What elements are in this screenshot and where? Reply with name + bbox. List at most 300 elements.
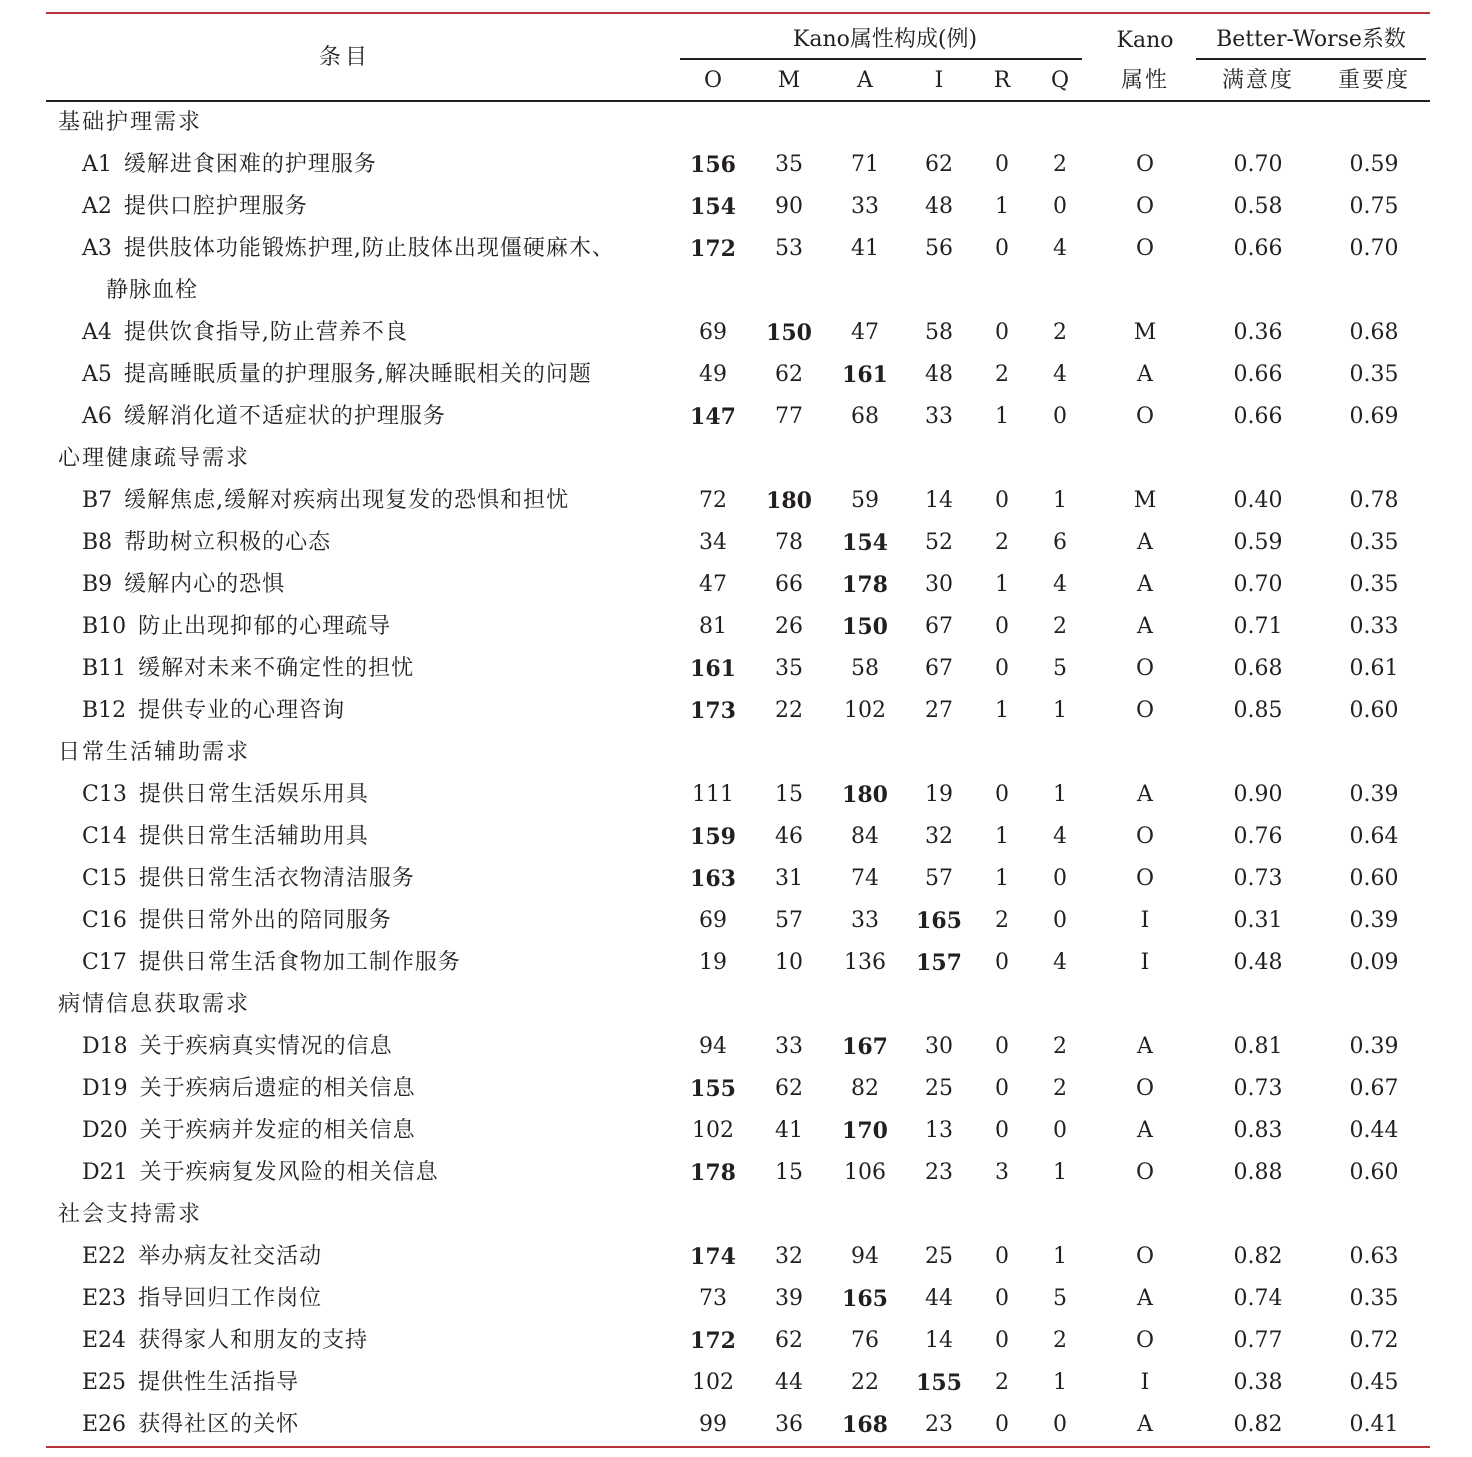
count-r: 0 bbox=[995, 1034, 1009, 1059]
item-cell bbox=[82, 942, 662, 984]
count-r: 0 bbox=[995, 320, 1009, 345]
table-row bbox=[0, 942, 1472, 984]
item-code: A6 bbox=[82, 404, 112, 429]
item-description: 指导回归工作岗位 bbox=[138, 1286, 323, 1311]
item-code: B8 bbox=[82, 530, 113, 555]
item-code: C14 bbox=[82, 824, 127, 849]
count-m: 41 bbox=[775, 1118, 803, 1143]
kano-attribute: A bbox=[1137, 1286, 1153, 1311]
count-r: 2 bbox=[995, 1370, 1009, 1395]
count-o: 72 bbox=[699, 488, 727, 513]
count-o: 102 bbox=[692, 1118, 734, 1143]
kano-attribute: A bbox=[1137, 530, 1153, 555]
kano-attribute: O bbox=[1135, 698, 1155, 723]
count-m: 22 bbox=[775, 698, 803, 723]
item-cell bbox=[82, 1278, 662, 1320]
count-o: 102 bbox=[692, 1370, 734, 1395]
importance-coefficient: 0.63 bbox=[1349, 1244, 1399, 1269]
item-description: 缓解进食困难的护理服务 bbox=[123, 152, 377, 177]
table-row bbox=[0, 1068, 1472, 1110]
count-m: 39 bbox=[775, 1286, 803, 1311]
count-m: 180 bbox=[766, 488, 812, 514]
count-o: 34 bbox=[699, 530, 727, 555]
count-i: 13 bbox=[925, 1118, 953, 1143]
item-code: B12 bbox=[82, 698, 127, 723]
kano-group-underline bbox=[680, 58, 1082, 60]
importance-coefficient: 0.60 bbox=[1349, 866, 1399, 891]
importance-coefficient: 0.61 bbox=[1349, 656, 1399, 681]
item-description: 关于疾病真实情况的信息 bbox=[139, 1034, 393, 1059]
kano-attribute: I bbox=[1140, 908, 1150, 933]
count-m: 77 bbox=[775, 404, 803, 429]
satisfaction-coefficient: 0.48 bbox=[1233, 950, 1283, 975]
item-cell bbox=[82, 1026, 662, 1068]
satisfaction-coefficient: 0.76 bbox=[1233, 824, 1283, 849]
table-row bbox=[0, 1404, 1472, 1446]
table-row bbox=[0, 1362, 1472, 1404]
count-a: 58 bbox=[851, 656, 879, 681]
count-m: 15 bbox=[775, 782, 803, 807]
count-a: 168 bbox=[842, 1412, 888, 1438]
header-col-m: M bbox=[777, 68, 801, 93]
header-kano-attr-bottom: 属性 bbox=[1120, 68, 1169, 93]
item-cell bbox=[82, 522, 662, 564]
satisfaction-coefficient: 0.73 bbox=[1233, 866, 1283, 891]
table-top-rule bbox=[46, 12, 1430, 14]
table-row bbox=[0, 900, 1472, 942]
item-cell bbox=[82, 690, 662, 732]
count-m: 15 bbox=[775, 1160, 803, 1185]
count-i: 57 bbox=[925, 866, 953, 891]
count-o: 69 bbox=[699, 908, 727, 933]
count-q: 2 bbox=[1053, 1034, 1067, 1059]
item-cell bbox=[82, 480, 662, 522]
count-o: 174 bbox=[690, 1244, 736, 1270]
table-row bbox=[0, 690, 1472, 732]
count-q: 0 bbox=[1053, 1412, 1067, 1437]
importance-coefficient: 0.75 bbox=[1349, 194, 1399, 219]
count-q: 4 bbox=[1053, 572, 1067, 597]
count-i: 30 bbox=[925, 1034, 953, 1059]
count-r: 0 bbox=[995, 1286, 1009, 1311]
count-a: 161 bbox=[842, 362, 888, 388]
item-description: 缓解焦虑,缓解对疾病出现复发的恐惧和担忧 bbox=[124, 488, 570, 513]
count-r: 3 bbox=[995, 1160, 1009, 1185]
item-cell bbox=[82, 900, 662, 942]
count-i: 157 bbox=[916, 950, 962, 976]
table-body bbox=[0, 102, 1472, 1446]
count-m: 32 bbox=[775, 1244, 803, 1269]
count-r: 0 bbox=[995, 236, 1009, 261]
category-row bbox=[0, 984, 1472, 1026]
satisfaction-coefficient: 0.77 bbox=[1233, 1328, 1283, 1353]
kano-attribute: O bbox=[1135, 1244, 1155, 1269]
count-i: 23 bbox=[925, 1412, 953, 1437]
count-r: 0 bbox=[995, 488, 1009, 513]
count-a: 22 bbox=[851, 1370, 879, 1395]
category-label: 日常生活辅助需求 bbox=[58, 740, 251, 765]
count-r: 0 bbox=[995, 656, 1009, 681]
count-q: 6 bbox=[1053, 530, 1067, 555]
kano-attribute: O bbox=[1135, 656, 1155, 681]
count-r: 2 bbox=[995, 530, 1009, 555]
kano-attribute: A bbox=[1137, 1412, 1153, 1437]
count-a: 47 bbox=[851, 320, 879, 345]
count-q: 4 bbox=[1053, 236, 1067, 261]
item-description: 获得家人和朋友的支持 bbox=[138, 1328, 369, 1353]
count-r: 1 bbox=[995, 572, 1009, 597]
item-description: 提供肢体功能锻炼护理,防止肢体出现僵硬麻木、 bbox=[123, 236, 615, 261]
count-i: 67 bbox=[925, 656, 953, 681]
importance-coefficient: 0.41 bbox=[1349, 1412, 1399, 1437]
importance-coefficient: 0.72 bbox=[1349, 1328, 1399, 1353]
count-r: 1 bbox=[995, 698, 1009, 723]
item-cell bbox=[82, 774, 662, 816]
item-cell bbox=[82, 1236, 662, 1278]
item-description: 提供口腔护理服务 bbox=[123, 194, 308, 219]
item-code: E22 bbox=[82, 1244, 127, 1269]
item-code: D18 bbox=[82, 1034, 128, 1059]
count-m: 26 bbox=[775, 614, 803, 639]
count-m: 46 bbox=[775, 824, 803, 849]
bw-group-underline bbox=[1196, 58, 1426, 60]
kano-attribute: O bbox=[1135, 1328, 1155, 1353]
satisfaction-coefficient: 0.58 bbox=[1233, 194, 1283, 219]
item-description-continued: 静脉血栓 bbox=[106, 278, 199, 303]
count-m: 62 bbox=[775, 1076, 803, 1101]
count-r: 0 bbox=[995, 152, 1009, 177]
count-r: 1 bbox=[995, 866, 1009, 891]
item-code: D19 bbox=[82, 1076, 128, 1101]
item-description: 提供日常生活娱乐用具 bbox=[138, 782, 369, 807]
satisfaction-coefficient: 0.73 bbox=[1233, 1076, 1283, 1101]
count-a: 68 bbox=[851, 404, 879, 429]
count-i: 48 bbox=[925, 362, 953, 387]
item-cell bbox=[82, 312, 662, 354]
table-row bbox=[0, 1026, 1472, 1068]
item-description: 帮助树立积极的心态 bbox=[124, 530, 332, 555]
satisfaction-coefficient: 0.90 bbox=[1233, 782, 1283, 807]
count-a: 165 bbox=[842, 1286, 888, 1312]
header-col-a: A bbox=[857, 68, 873, 93]
count-q: 2 bbox=[1053, 1328, 1067, 1353]
header-col-satisfaction: 满意度 bbox=[1221, 68, 1294, 93]
item-code: E26 bbox=[82, 1412, 127, 1437]
item-cell bbox=[82, 228, 662, 312]
satisfaction-coefficient: 0.38 bbox=[1233, 1370, 1283, 1395]
item-code: B9 bbox=[82, 572, 113, 597]
count-a: 150 bbox=[842, 614, 888, 640]
header-item: 条目 bbox=[318, 45, 371, 70]
item-code: C13 bbox=[82, 782, 127, 807]
count-q: 1 bbox=[1053, 698, 1067, 723]
item-description: 缓解消化道不适症状的护理服务 bbox=[123, 404, 446, 429]
count-q: 4 bbox=[1053, 362, 1067, 387]
count-a: 167 bbox=[842, 1034, 888, 1060]
kano-attribute: O bbox=[1135, 236, 1155, 261]
item-cell bbox=[82, 816, 662, 858]
count-o: 94 bbox=[699, 1034, 727, 1059]
count-q: 2 bbox=[1053, 614, 1067, 639]
importance-coefficient: 0.78 bbox=[1349, 488, 1399, 513]
importance-coefficient: 0.35 bbox=[1349, 362, 1399, 387]
item-cell bbox=[82, 1404, 662, 1446]
item-description: 提高睡眠质量的护理服务,解决睡眠相关的问题 bbox=[123, 362, 592, 387]
count-q: 5 bbox=[1053, 1286, 1067, 1311]
count-o: 81 bbox=[699, 614, 727, 639]
table-row bbox=[0, 1110, 1472, 1152]
importance-coefficient: 0.59 bbox=[1349, 152, 1399, 177]
header-col-q: Q bbox=[1050, 68, 1070, 93]
count-i: 30 bbox=[925, 572, 953, 597]
item-code: E24 bbox=[82, 1328, 127, 1353]
count-m: 62 bbox=[775, 1328, 803, 1353]
count-a: 84 bbox=[851, 824, 879, 849]
count-i: 48 bbox=[925, 194, 953, 219]
count-m: 33 bbox=[775, 1034, 803, 1059]
importance-coefficient: 0.70 bbox=[1349, 236, 1399, 261]
count-a: 106 bbox=[844, 1160, 886, 1185]
table-bottom-rule bbox=[46, 1446, 1430, 1448]
count-i: 23 bbox=[925, 1160, 953, 1185]
importance-coefficient: 0.39 bbox=[1349, 782, 1399, 807]
importance-coefficient: 0.60 bbox=[1349, 698, 1399, 723]
item-cell bbox=[82, 858, 662, 900]
item-code: E25 bbox=[82, 1370, 127, 1395]
count-a: 33 bbox=[851, 194, 879, 219]
importance-coefficient: 0.45 bbox=[1349, 1370, 1399, 1395]
item-description: 防止出现抑郁的心理疏导 bbox=[138, 614, 392, 639]
count-q: 1 bbox=[1053, 488, 1067, 513]
item-cell bbox=[82, 144, 662, 186]
count-o: 147 bbox=[690, 404, 736, 430]
count-r: 0 bbox=[995, 782, 1009, 807]
table-row bbox=[0, 480, 1472, 522]
count-a: 41 bbox=[851, 236, 879, 261]
count-o: 99 bbox=[699, 1412, 727, 1437]
count-r: 0 bbox=[995, 950, 1009, 975]
kano-attribute: O bbox=[1135, 1160, 1155, 1185]
item-code: D20 bbox=[82, 1118, 128, 1143]
item-code: A4 bbox=[82, 320, 112, 345]
count-r: 0 bbox=[995, 1328, 1009, 1353]
count-q: 4 bbox=[1053, 950, 1067, 975]
table-row bbox=[0, 774, 1472, 816]
count-q: 1 bbox=[1053, 1244, 1067, 1269]
count-a: 94 bbox=[851, 1244, 879, 1269]
count-q: 0 bbox=[1053, 194, 1067, 219]
kano-attribute: A bbox=[1137, 614, 1153, 639]
count-m: 66 bbox=[775, 572, 803, 597]
count-i: 27 bbox=[925, 698, 953, 723]
header-col-i: I bbox=[934, 68, 944, 93]
count-a: 178 bbox=[842, 572, 888, 598]
kano-attribute: A bbox=[1137, 1118, 1153, 1143]
count-o: 154 bbox=[690, 194, 736, 220]
category-label: 社会支持需求 bbox=[58, 1202, 203, 1227]
count-a: 33 bbox=[851, 908, 879, 933]
item-cell bbox=[82, 1110, 662, 1152]
item-code: B10 bbox=[82, 614, 127, 639]
count-o: 155 bbox=[690, 1076, 736, 1102]
category-row bbox=[0, 102, 1472, 144]
item-cell bbox=[82, 354, 662, 396]
count-i: 14 bbox=[925, 488, 953, 513]
count-o: 163 bbox=[690, 866, 736, 892]
item-description: 获得社区的关怀 bbox=[138, 1412, 300, 1437]
item-cell bbox=[82, 564, 662, 606]
kano-attribute: A bbox=[1137, 782, 1153, 807]
count-i: 62 bbox=[925, 152, 953, 177]
item-description: 举办病友社交活动 bbox=[138, 1244, 323, 1269]
table-row bbox=[0, 1278, 1472, 1320]
category-row bbox=[0, 1194, 1472, 1236]
kano-attribute: M bbox=[1133, 488, 1157, 513]
table-row bbox=[0, 354, 1472, 396]
count-q: 1 bbox=[1053, 782, 1067, 807]
count-o: 173 bbox=[690, 698, 736, 724]
importance-coefficient: 0.69 bbox=[1349, 404, 1399, 429]
item-description: 关于疾病后遗症的相关信息 bbox=[139, 1076, 416, 1101]
item-cell bbox=[82, 606, 662, 648]
count-r: 0 bbox=[995, 1118, 1009, 1143]
satisfaction-coefficient: 0.66 bbox=[1233, 362, 1283, 387]
count-r: 2 bbox=[995, 362, 1009, 387]
importance-coefficient: 0.67 bbox=[1349, 1076, 1399, 1101]
count-a: 59 bbox=[851, 488, 879, 513]
category-label: 心理健康疏导需求 bbox=[58, 446, 251, 471]
kano-attribute: O bbox=[1135, 152, 1155, 177]
count-a: 136 bbox=[844, 950, 886, 975]
table-row bbox=[0, 228, 1472, 312]
count-r: 1 bbox=[995, 404, 1009, 429]
count-i: 25 bbox=[925, 1076, 953, 1101]
count-m: 78 bbox=[775, 530, 803, 555]
count-o: 159 bbox=[690, 824, 736, 850]
table-row bbox=[0, 606, 1472, 648]
count-m: 57 bbox=[775, 908, 803, 933]
table-row bbox=[0, 564, 1472, 606]
count-m: 62 bbox=[775, 362, 803, 387]
count-i: 58 bbox=[925, 320, 953, 345]
count-q: 2 bbox=[1053, 1076, 1067, 1101]
count-i: 14 bbox=[925, 1328, 953, 1353]
importance-coefficient: 0.39 bbox=[1349, 908, 1399, 933]
count-q: 5 bbox=[1053, 656, 1067, 681]
item-cell bbox=[82, 1362, 662, 1404]
item-code: C16 bbox=[82, 908, 127, 933]
count-o: 49 bbox=[699, 362, 727, 387]
item-code: B11 bbox=[82, 656, 127, 681]
count-i: 155 bbox=[916, 1370, 962, 1396]
item-cell bbox=[82, 1152, 662, 1194]
importance-coefficient: 0.44 bbox=[1349, 1118, 1399, 1143]
satisfaction-coefficient: 0.81 bbox=[1233, 1034, 1283, 1059]
table-row bbox=[0, 522, 1472, 564]
count-m: 90 bbox=[775, 194, 803, 219]
count-q: 4 bbox=[1053, 824, 1067, 849]
kano-attribute: A bbox=[1137, 572, 1153, 597]
table-row bbox=[0, 186, 1472, 228]
category-row bbox=[0, 438, 1472, 480]
count-r: 1 bbox=[995, 194, 1009, 219]
count-a: 76 bbox=[851, 1328, 879, 1353]
kano-attribute: A bbox=[1137, 362, 1153, 387]
table-row bbox=[0, 1320, 1472, 1362]
satisfaction-coefficient: 0.70 bbox=[1233, 152, 1283, 177]
header-col-o: O bbox=[703, 68, 723, 93]
kano-attribute: O bbox=[1135, 866, 1155, 891]
count-r: 0 bbox=[995, 1076, 1009, 1101]
category-row bbox=[0, 732, 1472, 774]
item-code: E23 bbox=[82, 1286, 127, 1311]
count-o: 69 bbox=[699, 320, 727, 345]
count-r: 2 bbox=[995, 908, 1009, 933]
satisfaction-coefficient: 0.31 bbox=[1233, 908, 1283, 933]
satisfaction-coefficient: 0.68 bbox=[1233, 656, 1283, 681]
count-a: 71 bbox=[851, 152, 879, 177]
importance-coefficient: 0.35 bbox=[1349, 530, 1399, 555]
header-col-r: R bbox=[993, 68, 1011, 93]
count-q: 0 bbox=[1053, 908, 1067, 933]
item-description: 提供日常生活食物加工制作服务 bbox=[138, 950, 461, 975]
count-i: 67 bbox=[925, 614, 953, 639]
satisfaction-coefficient: 0.59 bbox=[1233, 530, 1283, 555]
count-m: 10 bbox=[775, 950, 803, 975]
count-i: 44 bbox=[925, 1286, 953, 1311]
kano-attribute: O bbox=[1135, 194, 1155, 219]
item-description: 缓解对未来不确定性的担忧 bbox=[138, 656, 415, 681]
item-cell bbox=[82, 186, 662, 228]
count-o: 161 bbox=[690, 656, 736, 682]
item-code: C17 bbox=[82, 950, 127, 975]
count-r: 1 bbox=[995, 824, 1009, 849]
count-o: 73 bbox=[699, 1286, 727, 1311]
count-m: 35 bbox=[775, 152, 803, 177]
satisfaction-coefficient: 0.40 bbox=[1233, 488, 1283, 513]
count-o: 172 bbox=[690, 1328, 736, 1354]
count-i: 32 bbox=[925, 824, 953, 849]
importance-coefficient: 0.35 bbox=[1349, 1286, 1399, 1311]
header-bw-group: Better-Worse系数 bbox=[1216, 27, 1406, 52]
item-cell bbox=[82, 648, 662, 690]
header-col-importance: 重要度 bbox=[1337, 68, 1410, 93]
satisfaction-coefficient: 0.70 bbox=[1233, 572, 1283, 597]
kano-attribute: O bbox=[1135, 1076, 1155, 1101]
count-m: 31 bbox=[775, 866, 803, 891]
count-q: 2 bbox=[1053, 320, 1067, 345]
table-row bbox=[0, 144, 1472, 186]
category-label: 基础护理需求 bbox=[58, 110, 203, 135]
satisfaction-coefficient: 0.82 bbox=[1233, 1244, 1283, 1269]
count-a: 102 bbox=[844, 698, 886, 723]
count-q: 0 bbox=[1053, 866, 1067, 891]
table-row bbox=[0, 1152, 1472, 1194]
count-m: 150 bbox=[766, 320, 812, 346]
count-a: 154 bbox=[842, 530, 888, 556]
count-q: 1 bbox=[1053, 1160, 1067, 1185]
category-label: 病情信息获取需求 bbox=[58, 992, 251, 1017]
count-q: 2 bbox=[1053, 152, 1067, 177]
item-code: A5 bbox=[82, 362, 112, 387]
count-i: 56 bbox=[925, 236, 953, 261]
item-code: B7 bbox=[82, 488, 113, 513]
count-m: 44 bbox=[775, 1370, 803, 1395]
item-description: 关于疾病复发风险的相关信息 bbox=[139, 1160, 439, 1185]
table-row bbox=[0, 312, 1472, 354]
importance-coefficient: 0.33 bbox=[1349, 614, 1399, 639]
count-a: 74 bbox=[851, 866, 879, 891]
